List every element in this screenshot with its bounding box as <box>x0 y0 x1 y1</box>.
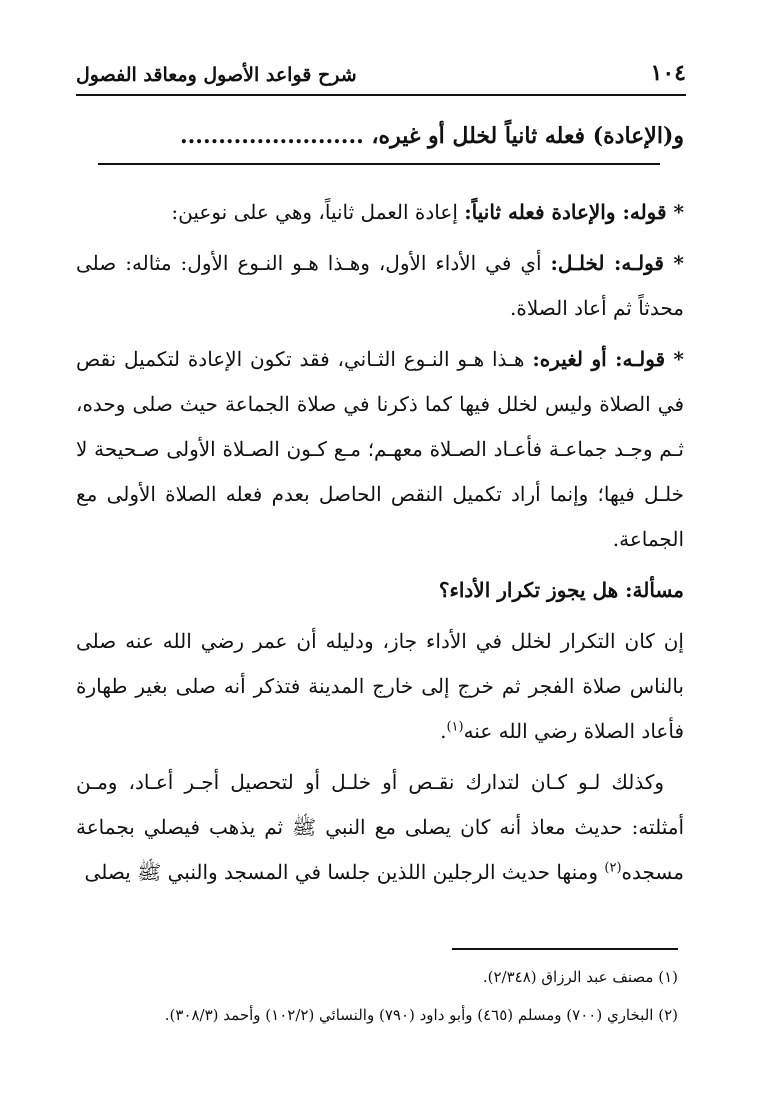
footnote-ref-2: (٢) <box>604 860 622 876</box>
commentary-body <box>76 190 684 901</box>
book-title: شرح قواعد الأصول ومعاقد الفصول <box>76 64 357 86</box>
paragraph-4-text: إن كان التكرار لخلل في الأداء جاز، ودليله أن عمر رضي الله عنه صلى بالناس صلاة الفجر ثم خرج إلى خارج المدينة فتذكر أنه صلى بغير طهارة فأعاد الصلاة رضي الله عنه <box>76 629 684 743</box>
paragraph-1-lead: * قوله: والإعادة فعله ثانياً: <box>464 200 684 224</box>
paragraph-4-end: . <box>440 719 447 743</box>
paragraph-3-lead: * قولـه: أو لغيره: <box>532 347 685 371</box>
paragraph-2 <box>76 241 684 331</box>
paragraph-3 <box>76 337 684 562</box>
paragraph-5-text-b: ومنها حديث الرجلين اللذين جلسا في المسجد والنبي ﷺ يصلى <box>84 860 605 884</box>
paragraph-1 <box>76 190 684 235</box>
footnote-ref-1: (١) <box>446 719 464 735</box>
question-heading: مسألة: هل يجوز تكرار الأداء؟ <box>438 578 684 602</box>
footnote-2: (٢) البخاري (٧٠٠) ومسلم (٤٦٥) وأبو داود (٧٩٠) والنسائي (١٠٢/٢) وأحمد (٣٠٨/٣). <box>164 1006 678 1024</box>
running-head <box>76 58 686 96</box>
footnotes <box>74 958 678 1034</box>
paragraph-5 <box>76 760 684 895</box>
footnote-1: (١) مصنف عبد الرزاق (٢/٣٤٨). <box>482 968 678 986</box>
paragraph-2-lead: * قولـه: لخلـل: <box>550 251 684 275</box>
page-number: ١٠٤ <box>650 60 686 86</box>
paragraph-2-text: أي في الأداء الأول، وهـذا هـو النـوع الأول: مثاله: صلى محدثاً ثم أعاد الصلاة. <box>76 251 684 320</box>
paragraph-5-text-a: وكذلك لـو كـان لتدارك نقـص أو خلـل أو لتحصيل أجـر أعـاد، ومـن أمثلته: حديث معاذ أنه كان يصلى مع النبي ﷺ ثم يذهب فيصلي بجماعة مسجده <box>76 770 684 884</box>
paragraph-4 <box>76 619 684 754</box>
footnote-divider <box>452 948 678 950</box>
matn-divider <box>98 163 660 165</box>
matn-text: و(الإعادة) فعله ثانياً لخلل أو غيره، ........................ <box>179 123 684 149</box>
paragraph-3-text: هـذا هـو النـوع الثـاني، فقد تكون الإعادة لتكميل نقص في الصلاة وليس لخلل فيها كما ذكرنا في صلاة الجماعة حيث صلى وحده، ثـم وجـد جماعـة فأعـاد الصـلاة معهـم؛ مـع كـون الصـلاة الأولى صـحيحة لا خلـل فيها؛ وإنما أراد تكميل النقص الحاصل بعدم فعله الصلاة الأولى مع الجماعة. <box>76 347 684 551</box>
paragraph-1-text: إعادة العمل ثانياً، وهي على نوعين: <box>171 200 465 224</box>
